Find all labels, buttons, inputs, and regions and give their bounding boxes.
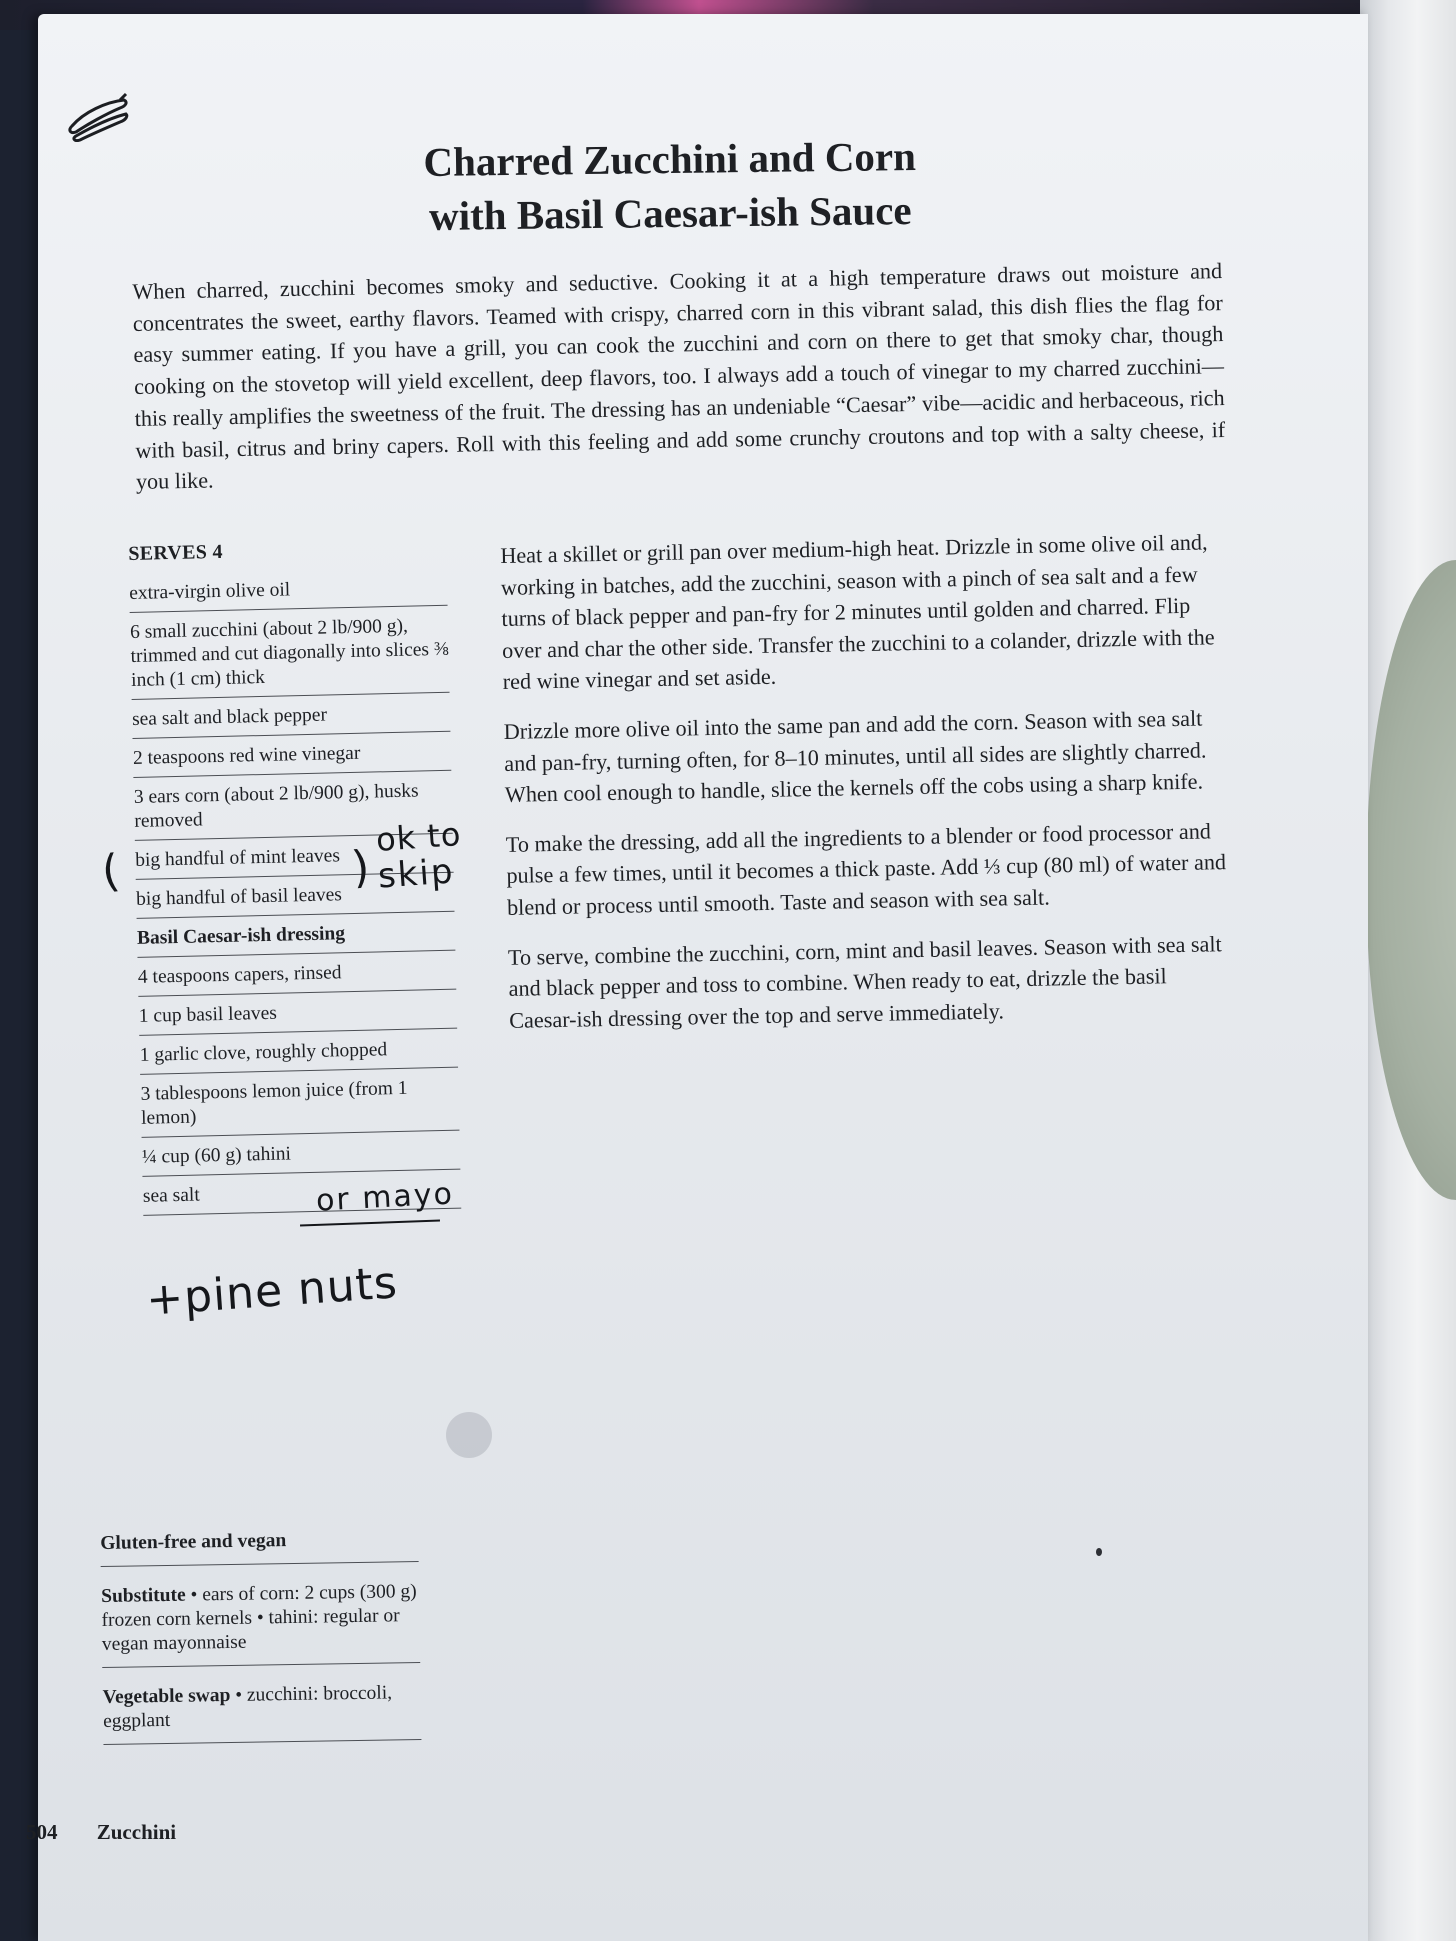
vegetable-swap-note [102, 1673, 421, 1745]
method-step: To make the dressing, add all the ingredients to a blender or food processor and pulse a few times, until it becomes a thick paste. Add ⅓ cup (80 ml) of water and blend or process until smooth. Taste and season with sea salt. [505, 818, 1227, 920]
title-line-2: with Basil Caesar-ish Sauce [428, 187, 912, 239]
page-footer [26, 1820, 176, 1845]
dressing-heading: Basil Caesar-ish dressing [137, 912, 456, 958]
dressing-item: ¼ cup (60 g) tahini [142, 1131, 461, 1177]
swap-label: Vegetable swap [102, 1684, 231, 1708]
ingredient-item: 6 small zucchini (about 2 lb/900 g), trimmed and cut diagonally into slices ⅜ inch (1 cm) thick [130, 606, 450, 700]
page-number: 504 [26, 1820, 58, 1844]
title-line-1: Charred Zucchini and Corn [423, 132, 917, 186]
dressing-item: 4 teaspoons capers, rinsed [137, 951, 456, 997]
gluten-free-note: Gluten-free and vegan [100, 1519, 419, 1567]
substitute-label: Substitute [100, 1584, 186, 1607]
handwritten-close-paren: ) [349, 841, 372, 894]
zucchini-sketch-icon [66, 92, 130, 142]
handwritten-pine-nuts: +pine nuts [144, 1257, 400, 1326]
method-step: To serve, combine the zucchini, corn, mint and basil leaves. Season with sea salt and black pepper and toss to combine. When ready to eat, drizzle the basil Caesar-ish dressing over the top and serve immediately. [507, 930, 1222, 1033]
page-speck [446, 1412, 492, 1458]
dressing-item: 3 tablespoons lemon juice (from 1 lemon) [140, 1068, 459, 1138]
method-steps [500, 526, 1240, 1054]
page-speck [1096, 1548, 1102, 1556]
handwritten-or-mayo: or mayo [315, 1176, 455, 1219]
substitute-text: • ears of corn: 2 cups (300 g) frozen corn kernels • tahini: regular or vegan mayonnaise [101, 1581, 417, 1655]
recipe-intro: When charred, zucchini becomes smoky and seductive. Cooking it at a high temperature draws out moisture and concentrates the sweet, earthy flavors. Teamed with crispy, charred corn in this vibrant salad, this dish flies the flag for easy summer eating. If you have a grill, you can cook the zucchini and corn on there to get that smoky char, though cooking on the stovetop will yield excellent, deep flavors, too. I always add a touch of vinegar to my charred zucchini—this really amplifies the sweetness of the fruit. The dressing has an undeniable “Caesar” vibe—acidic and herbaceous, rich with basil, citrus and briny capers. Roll with this feeling and add some crunchy croutons and top with a salty cheese, if you like. [132, 258, 1226, 495]
method-step: Heat a skillet or grill pan over medium-high heat. Drizzle in some olive oil and, working in batches, add the zucchini, season with a pinch of sea salt and a few turns of black pepper and pan-fry for 2 minutes until golden and charred. Flip over and char the other side. Transfer the zucchini to a colander, drizzle with the red wine vinegar and set aside. [500, 529, 1215, 695]
ingredient-item: sea salt and black pepper [132, 693, 451, 739]
method-step: Drizzle more olive oil into the same pan and add the corn. Season with sea salt and pan-fry, turning often, for 8–10 minutes, until all sides are slightly charred. When cool enough to handle, slice the kernels off the cobs using a sharp knife. [503, 705, 1207, 808]
substitute-note [101, 1572, 420, 1668]
ingredient-item: 2 teaspoons red wine vinegar [133, 732, 452, 778]
serves-heading: SERVES 4 [128, 540, 224, 565]
chapter-name: Zucchini [96, 1820, 177, 1844]
ingredient-item: big handful of mint leaves [135, 834, 454, 880]
recipe-title [369, 128, 970, 243]
ingredient-item: 3 ears corn (about 2 lb/900 g), husks removed [133, 771, 452, 841]
swap-text: • zucchini: broccoli, eggplant [102, 1682, 393, 1732]
handwritten-ok-to: ok to [374, 815, 463, 859]
dressing-item: 1 cup basil leaves [138, 990, 457, 1036]
ingredient-item: big handful of basil leaves [136, 873, 455, 919]
dressing-item: sea salt [142, 1170, 461, 1216]
handwritten-open-paren: ( [99, 845, 122, 898]
recipe-notes [100, 1519, 422, 1755]
ingredient-item: extra-virgin olive oil [129, 567, 448, 613]
handwritten-skip: skip [376, 851, 456, 897]
dressing-item: 1 garlic clove, roughly chopped [139, 1029, 458, 1075]
